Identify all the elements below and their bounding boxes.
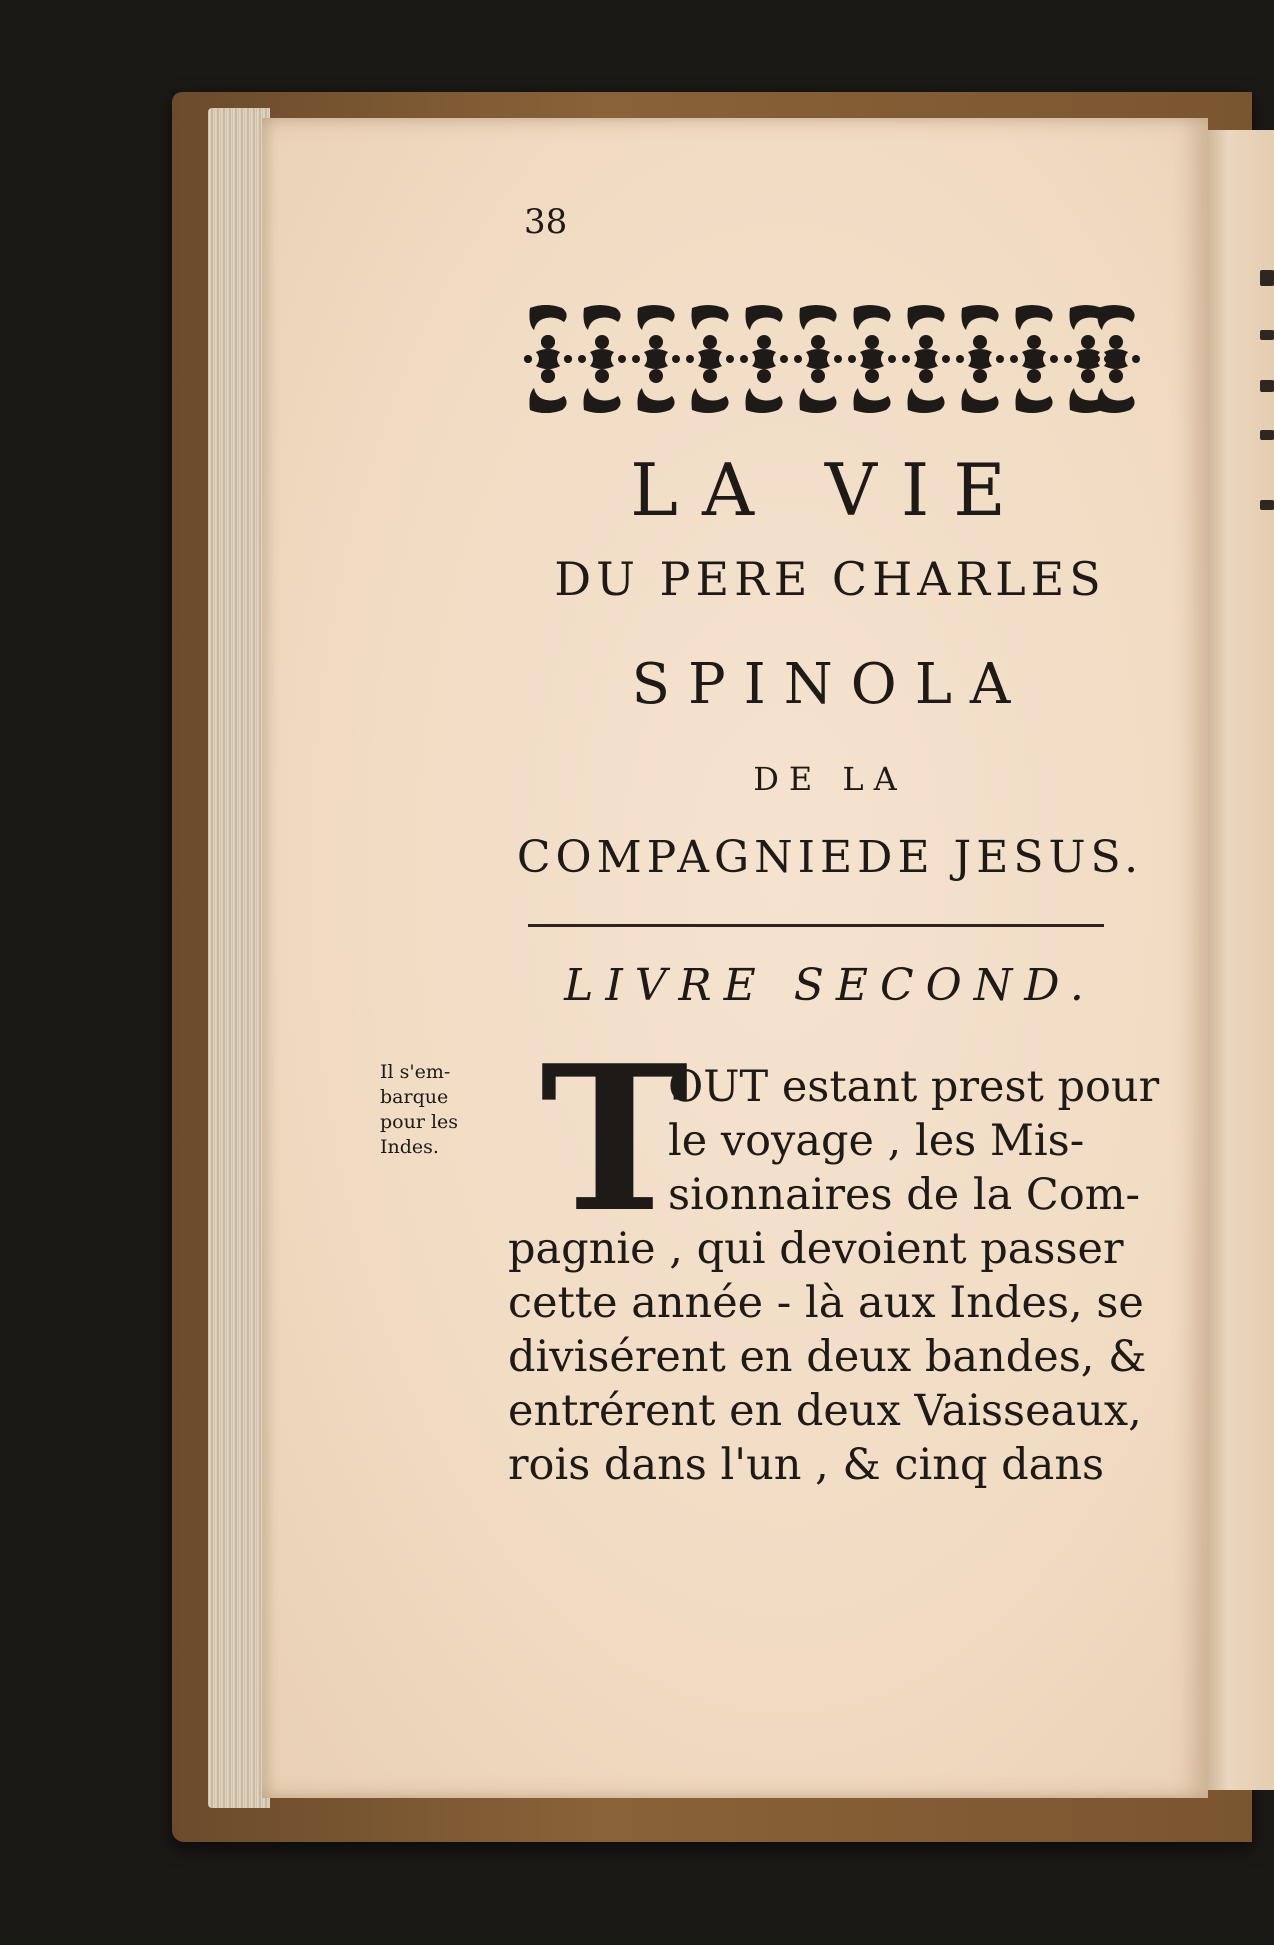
page-edges (208, 108, 270, 1808)
title-line-2: DU PERE CHARLES (554, 552, 1106, 606)
marginal-line: Il s'em- (380, 1061, 451, 1083)
body-line: entrérent en deux Vaisseaux, (508, 1386, 1142, 1436)
marginal-line: pour les (380, 1111, 459, 1133)
marginal-line: barque (380, 1086, 449, 1108)
title-line-4: DE LA (753, 760, 907, 798)
body-line: rois dans l'un , & cinq dans (508, 1440, 1105, 1490)
book-heading: LIVRE SECOND. (564, 960, 1096, 1011)
body-line: sionnaires de la Com- (668, 1170, 1141, 1220)
body-line: OUT estant prest pour (668, 1062, 1160, 1112)
title-line-1: LA VIE (630, 448, 1030, 532)
marginal-line: Indes. (380, 1136, 439, 1158)
body-line: pagnie , qui devoient passer (508, 1224, 1124, 1274)
body-line: divisérent en deux bandes, & (508, 1332, 1147, 1382)
page-number: 38 (524, 202, 568, 242)
ornamental-headpiece (520, 300, 1140, 418)
adjacent-page-edge (1206, 130, 1274, 1790)
divider-rule (528, 924, 1104, 927)
marginal-note (380, 1060, 498, 1160)
title-line-3: SPINOLA (631, 652, 1029, 717)
body-line: cette année - là aux Indes, se (508, 1278, 1144, 1328)
title-line-5: COMPAGNIEDE JESUS. (516, 832, 1144, 883)
body-line: le voyage , les Mis- (668, 1116, 1085, 1166)
drop-cap: T (540, 1022, 689, 1257)
